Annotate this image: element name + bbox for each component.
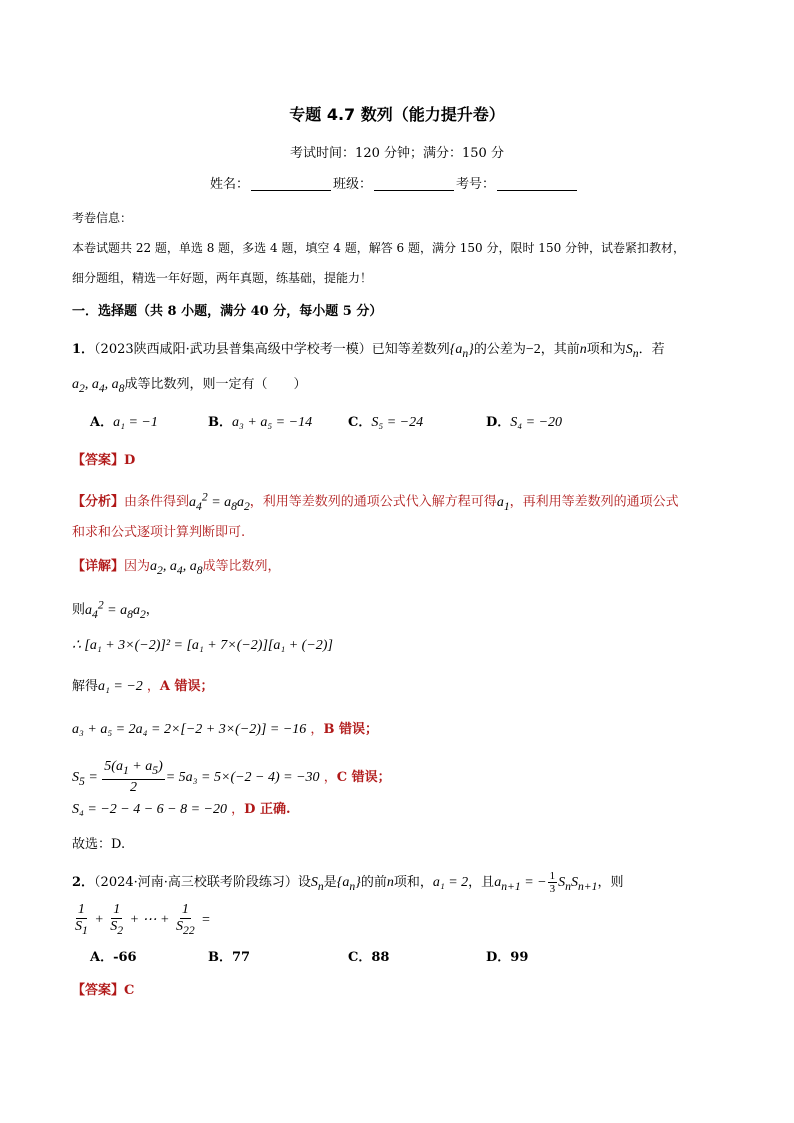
exam-info: 考试时间：120 分钟；满分：150 分	[290, 146, 504, 161]
q1-stem-line1: 1．（2023陕西咸阳·武功县普集高级中学校考一模）已知等差数列$\{a_n\}$的公差为−2，其前n项和为$S_n$．若	[72, 342, 665, 360]
name-label: 姓名：	[210, 177, 250, 192]
student-info-row	[210, 175, 579, 195]
number-field[interactable]	[497, 176, 577, 191]
notice-title: 考卷信息：	[72, 211, 133, 225]
fraction: $\frac{5(a_1 + a_5)}{2}$	[104, 759, 163, 795]
q1-detail-line1: 【详解】因为$a_2$, $a_4$, $a_8$成等比数列，	[72, 559, 281, 577]
q1-step-7: S₄ = −2 − 4 − 6 − 8 = −20 ，D 正确.	[72, 802, 291, 817]
name-field[interactable]	[251, 176, 331, 191]
number-label: 考号：	[456, 177, 496, 192]
q2-number: 2．	[72, 875, 95, 890]
q1-option-c[interactable]: C．S₅ = −24	[348, 415, 424, 430]
notice-line2: 细分题组，精选一年好题，两年真题，练基础，提能力！	[72, 271, 373, 285]
notice-line1: 本卷试题共 22 题，单选 8 题，多选 4 题，填空 4 题，解答 6 题，满分 150 分，限时 150 分钟，试卷紧扣教材，	[72, 241, 686, 255]
q1-step-5: a₃ + a₅ = 2a₄ = 2×[−2 + 3×(−2)] = −16 ，B 错误；	[72, 722, 378, 737]
q1-option-b[interactable]: B．a₃ + a₅ = −14	[208, 415, 313, 430]
q2-option-c[interactable]: C．88	[348, 950, 390, 965]
q2-option-b[interactable]: B．77	[208, 950, 251, 965]
q1-step-4: 解得a₁ = −2 ，A 错误；	[72, 679, 214, 694]
page-title: 专题 4.7 数列（能力提升卷）	[289, 105, 505, 124]
q2-option-a[interactable]: A．-66	[90, 950, 137, 965]
q1-source: （2023陕西咸阳·武功县普集高级中学校考一模）	[94, 342, 372, 357]
q1-conclusion: 故选：D.	[72, 837, 126, 852]
q2-answer: 【答案】C	[72, 983, 135, 998]
q1-stem-line2: $a_2$, $a_4$, $a_8$成等比数列，则一定有（ ）	[72, 377, 307, 395]
q2-sum-expression: $\frac{1}{S_1}$ + $\frac{1}{S_2}$ + ⋯ + $\frac{1}{S_{22}}$ =	[75, 902, 211, 937]
q1-option-d[interactable]: D．S₄ = −20	[486, 415, 563, 430]
q1-seq-symbol: $\{a_n\}$	[449, 342, 474, 360]
q1-option-a[interactable]: A．a₁ = −1	[90, 415, 158, 430]
q1-step-6: $S_5$ = $\frac{5(a_1 + a_5)}{2}$ = 5a₃ = 5×(−2 − 4) = −30 ，C 错误；	[72, 759, 391, 795]
q1-step-3: ∴ [a₁ + 3×(−2)]² = [a₁ + 7×(−2)][a₁ + (−2)]	[72, 638, 333, 653]
class-field[interactable]	[374, 176, 454, 191]
q1-step-2: 则$a_4^2 = a_8a_2$，	[72, 598, 159, 621]
section-heading: 一．选择题（共 8 小题，满分 40 分，每小题 5 分）	[72, 304, 383, 319]
q2-stem-line1: 2．（2024·河南·高三校联考阶段练习）设$S_n$是$\{a_n\}$的前n项和，a₁ = 2，且$a_{n+1}$ = − $\frac{1}{3}$ $S_nS_{n+1}$，则	[72, 870, 624, 895]
q1-analysis-line2: 和求和公式逐项计算判断即可.	[72, 525, 246, 540]
q2-source: （2024·河南·高三校联考阶段练习）	[94, 875, 298, 890]
q2-option-d[interactable]: D．99	[486, 950, 529, 965]
q1-number: 1．	[72, 342, 95, 357]
class-label: 班级：	[333, 177, 373, 192]
q1-analysis-line1: 【分析】由条件得到$a_4^2 = a_8a_2$，利用等差数列的通项公式代入解方程可得$a_1$，再利用等差数列的通项公式	[72, 490, 679, 513]
q1-answer: 【答案】D	[72, 453, 136, 468]
